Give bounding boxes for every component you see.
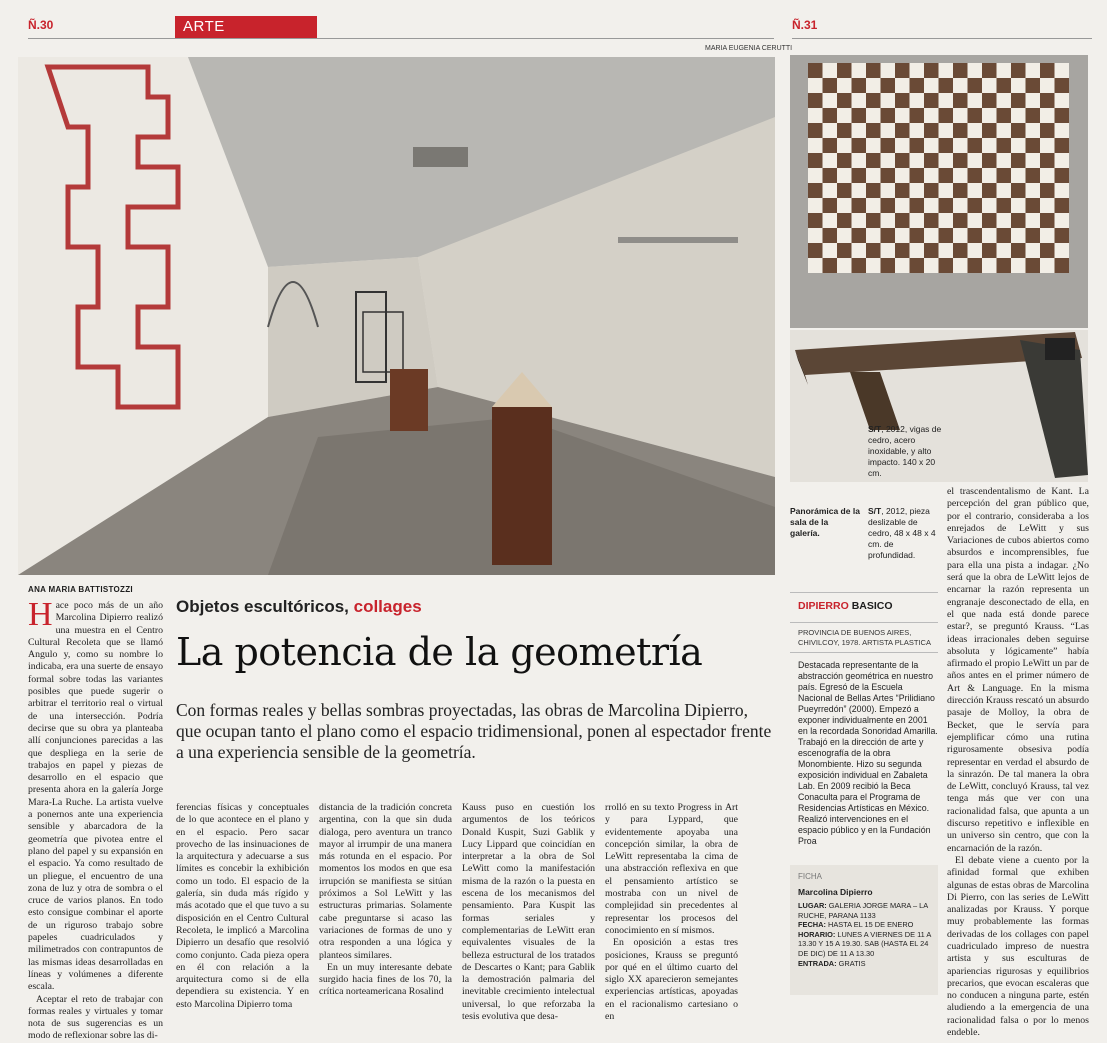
checker-cell <box>1026 93 1041 108</box>
checker-cell <box>866 213 881 228</box>
checker-cell <box>910 63 925 78</box>
checker-cell <box>837 78 852 93</box>
checker-cell <box>837 138 852 153</box>
checker-cell <box>1040 108 1055 123</box>
checker-cell <box>808 138 823 153</box>
checker-cell <box>895 198 910 213</box>
checker-cell <box>895 78 910 93</box>
checker-cell <box>1040 258 1055 273</box>
sidebar-title: DIPIERRO BASICO <box>798 600 893 612</box>
checker-cell <box>1011 78 1026 93</box>
checker-cell <box>1055 93 1070 108</box>
checker-cell <box>953 243 968 258</box>
checker-cell <box>837 213 852 228</box>
checker-cell <box>1040 78 1055 93</box>
checker-cell <box>881 138 896 153</box>
checker-cell <box>1040 243 1055 258</box>
checker-cell <box>997 258 1012 273</box>
checker-cell <box>1026 228 1041 243</box>
checker-cell <box>997 138 1012 153</box>
checker-cell <box>852 123 867 138</box>
checker-cell <box>982 243 997 258</box>
checker-cell <box>910 213 925 228</box>
checker-cell <box>1026 198 1041 213</box>
ficha-details <box>798 901 936 968</box>
checker-cell <box>910 183 925 198</box>
checker-cell <box>823 123 838 138</box>
checker-cell <box>808 183 823 198</box>
checker-cell <box>939 213 954 228</box>
checker-cell <box>1026 78 1041 93</box>
checker-cell <box>982 168 997 183</box>
checker-cell <box>924 93 939 108</box>
sidebar-rule-mid <box>790 622 938 623</box>
ficha-entrada: ENTRADA: GRATIS <box>798 958 866 968</box>
checker-cell <box>968 108 983 123</box>
checker-cell <box>968 213 983 228</box>
header-rule-right <box>792 38 1092 39</box>
checker-cell <box>953 198 968 213</box>
article-column-3: distancia de la tradición concreta argentina, con la que sin duda dialoga, pero aventura un tranco mayor al irrumpir de una manera más rotunda en el espacio. Por momentos los modos en que esa irrupción se manifiesta se sitúan próximos a Sol LeWitt y las estructuras primarias. Solamente cabe preguntarse si acaso las variaciones de formas de uno y otra responden a una lógica y planteos similares. En un muy interesante debate surgido hacia fines de los 70, la crítica norteamericana Rosalind <box>319 802 452 998</box>
checker-cell <box>924 78 939 93</box>
checker-cell <box>881 243 896 258</box>
checker-cell <box>968 63 983 78</box>
checker-cell <box>997 198 1012 213</box>
checker-cell <box>866 183 881 198</box>
checker-cell <box>823 243 838 258</box>
checker-cell <box>968 168 983 183</box>
checker-cell <box>1040 168 1055 183</box>
checker-cell <box>939 258 954 273</box>
checker-cell <box>895 93 910 108</box>
checker-cell <box>1026 213 1041 228</box>
checker-cell <box>997 228 1012 243</box>
checker-cell <box>968 243 983 258</box>
checker-cell <box>895 213 910 228</box>
checker-cell <box>968 258 983 273</box>
checker-cell <box>837 183 852 198</box>
checker-cell <box>837 228 852 243</box>
article-column-6: el trascendentalismo de Kant. La percepción del gran público que, por el contrario, consideraba a los enrejados de LeWitt y sus Variaciones de cubos abiertos como absurdos e incomprensibles, fue para ella una pista a indagar. ¿No será que la obra de LeWitt lejos de encarnar la razón representa un engranaje desconectado de ella, en el que nada está donde parece estar?, se preguntó Krauss. “Las ideas irracionales deben seguirse absoluta y lógicamente” había afirmado el propio LeWitt un par de años antes en el primer número de Art & Language. En la misma dirección Krauss rescató un absurdo pasaje de Molloy, la obra de Becket, que le servía para ejemplificar cómo una rutina rigurosamente obsesiva podía representar en verdad el absurdo de la sinrazón. De tal manera la obra de LeWitt, concluyó Krauss, tal vez tenga más que ver con una racionalidad falsa, que apunta a un discurso repetitivo e inflexible en un universo sin centro, que con la encarnación de la razón. El debate viene a cuento por la afinidad formal que exhiben algunas de estas obras de Marcolina Di Pierro, con las series de LeWitt analizadas por Krauss. Y porque muy probablemente las formas derivadas de los collages con papel cuadriculado impreso de nuestra artista y sus esculturas de apariencias rigurosas y equilibrios precarios, que evocan escaleras que no conducen a ninguna parte, estén aludiendo a la emergencia de una racionalidad falsa o por lo menos endeble. <box>947 486 1090 1039</box>
checker-cell <box>1011 138 1026 153</box>
checker-cell <box>997 243 1012 258</box>
ficha-horario: HORARIO: LUNES A VIERNES DE 11 A 13.30 Y 15 A 19.30. SAB (HASTA EL 24 DE DIC) DE 11 A 13.30 <box>798 929 931 958</box>
caption-piece1: S/T, 2012, vigas de cedro, acero inoxidable, y alto impacto. 140 x 20 cm. <box>868 424 942 478</box>
checker-cell <box>1055 168 1070 183</box>
checker-cell <box>823 198 838 213</box>
checker-cell <box>924 228 939 243</box>
checker-cell <box>924 138 939 153</box>
checker-cell <box>910 123 925 138</box>
header-rule-left <box>28 38 774 39</box>
checker-cell <box>808 108 823 123</box>
checker-cell <box>866 63 881 78</box>
byline: ANA MARIA BATTISTOZZI <box>28 585 133 594</box>
checker-cell <box>837 258 852 273</box>
checker-cell <box>953 78 968 93</box>
checker-cell <box>1040 123 1055 138</box>
checker-cell <box>1055 108 1070 123</box>
checker-cell <box>808 228 823 243</box>
checker-cell <box>852 198 867 213</box>
checker-cell <box>910 243 925 258</box>
checker-cell <box>881 183 896 198</box>
checker-cell <box>1055 228 1070 243</box>
checker-cell <box>1040 63 1055 78</box>
checker-cell <box>1055 123 1070 138</box>
checker-cell <box>823 258 838 273</box>
checker-cell <box>939 243 954 258</box>
checker-cell <box>895 228 910 243</box>
sidebar-origin: PROVINCIA DE BUENOS AIRES, CHIVILCOY, 1978. ARTISTA PLASTICA <box>798 628 931 647</box>
checker-cell <box>866 123 881 138</box>
checker-cell <box>982 108 997 123</box>
checker-cell <box>1040 93 1055 108</box>
checker-cell <box>881 63 896 78</box>
checker-cell <box>1055 258 1070 273</box>
checker-cell <box>997 93 1012 108</box>
checker-cell <box>982 123 997 138</box>
checker-cell <box>852 183 867 198</box>
checker-cell <box>910 138 925 153</box>
checker-cell <box>823 108 838 123</box>
gallery-photo <box>18 57 775 575</box>
checker-cell <box>953 168 968 183</box>
checker-cell <box>866 258 881 273</box>
checker-cell <box>939 168 954 183</box>
checker-cell <box>1040 153 1055 168</box>
checker-cell <box>823 183 838 198</box>
checker-cell <box>1011 108 1026 123</box>
dek: Con formas reales y bellas sombras proyectadas, las obras de Marcolina Dipierro, que ocupan tanto el plano como el espacio tridimensional, ponen al espectador frente a una experiencia sensible de la geometría. <box>176 700 772 762</box>
section-tab: ARTE <box>175 16 317 38</box>
checker-cell <box>895 63 910 78</box>
checker-cell <box>968 138 983 153</box>
article-column-5: rrolló en su texto Progress in Art y para Lyppard, que evidentemente apoyaba una concepción similar, la obra de LeWitt representaba la cima de una abstracción reflexiva en que el pensamiento artístico se mostraba con un nivel de complejidad sin precedentes al representar los procesos del conocimiento en sí mismos. En oposición a estas tres posiciones, Krauss se preguntó por qué en el último cuarto del siglo XX aparecieron semejantes experiencias artísticas, apoyadas en el racionalismo cartesiano o en <box>605 802 738 1023</box>
dropcap: H <box>28 596 53 633</box>
checker-cell <box>982 138 997 153</box>
checker-cell <box>881 228 896 243</box>
checker-cell <box>953 93 968 108</box>
checker-cell <box>953 258 968 273</box>
checker-cell <box>866 78 881 93</box>
checker-cell <box>924 213 939 228</box>
checker-cell <box>1026 63 1041 78</box>
checker-cell <box>953 153 968 168</box>
checker-cell <box>852 63 867 78</box>
checker-cell <box>939 138 954 153</box>
checker-cell <box>1026 123 1041 138</box>
checker-cell <box>968 93 983 108</box>
checker-cell <box>1011 243 1026 258</box>
checker-cell <box>939 198 954 213</box>
checker-cell <box>1026 153 1041 168</box>
checker-cell <box>968 183 983 198</box>
checker-cell <box>895 138 910 153</box>
page-number-right: Ñ.31 <box>792 18 818 32</box>
checker-cell <box>1026 168 1041 183</box>
checker-cell <box>823 63 838 78</box>
checker-cell <box>1011 198 1026 213</box>
checker-cell <box>852 228 867 243</box>
checker-cell <box>1055 243 1070 258</box>
kicker: Objetos escultóricos, collages <box>176 597 422 616</box>
checker-cell <box>895 108 910 123</box>
checker-cell <box>808 63 823 78</box>
sidebar-rule-origin <box>790 652 938 653</box>
checker-cell <box>852 93 867 108</box>
checker-cell <box>939 228 954 243</box>
checker-cell <box>837 243 852 258</box>
checker-cell <box>823 168 838 183</box>
checker-cell <box>953 183 968 198</box>
checker-cell <box>924 153 939 168</box>
checker-cell <box>910 228 925 243</box>
checker-cell <box>1011 213 1026 228</box>
checker-cell <box>953 108 968 123</box>
checker-cell <box>881 153 896 168</box>
checker-cell <box>1026 108 1041 123</box>
checker-cell <box>1026 243 1041 258</box>
checker-cell <box>1055 213 1070 228</box>
checker-cell <box>1040 213 1055 228</box>
checker-cell <box>910 93 925 108</box>
checker-cell <box>1040 228 1055 243</box>
ficha-fecha: FECHA: HASTA EL 15 DE ENERO <box>798 920 914 930</box>
checker-cell <box>808 78 823 93</box>
checker-cell <box>910 78 925 93</box>
checker-cell <box>808 93 823 108</box>
checker-cell <box>968 78 983 93</box>
checker-cell <box>982 213 997 228</box>
checker-cell <box>881 78 896 93</box>
gallery-illustration <box>18 57 775 575</box>
checker-cell <box>997 78 1012 93</box>
checker-cell <box>823 153 838 168</box>
checker-cell <box>910 153 925 168</box>
checker-cell <box>924 63 939 78</box>
checker-cell <box>1055 198 1070 213</box>
checker-cell <box>939 108 954 123</box>
checker-cell <box>866 198 881 213</box>
checker-cell <box>910 258 925 273</box>
checker-cell <box>866 138 881 153</box>
checker-cell <box>852 153 867 168</box>
checker-cell <box>852 243 867 258</box>
checker-cell <box>982 198 997 213</box>
checker-cell <box>982 93 997 108</box>
checker-cell <box>837 93 852 108</box>
checker-cell <box>881 168 896 183</box>
checker-cell <box>968 228 983 243</box>
checker-cell <box>982 228 997 243</box>
checker-cell <box>852 108 867 123</box>
checker-cell <box>1011 168 1026 183</box>
checker-cell <box>866 93 881 108</box>
checker-cell <box>1040 198 1055 213</box>
checker-cell <box>910 168 925 183</box>
checker-cell <box>895 258 910 273</box>
checker-cell <box>997 183 1012 198</box>
checker-cell <box>939 123 954 138</box>
checker-cell <box>1011 153 1026 168</box>
checker-cell <box>881 213 896 228</box>
checker-cell <box>808 123 823 138</box>
checker-cell <box>1055 78 1070 93</box>
checker-cell <box>924 198 939 213</box>
checker-cell <box>939 93 954 108</box>
checker-cell <box>1040 138 1055 153</box>
checker-cell <box>852 213 867 228</box>
checker-cell <box>924 243 939 258</box>
checker-cell <box>997 153 1012 168</box>
checker-cell <box>924 183 939 198</box>
checker-cell <box>953 213 968 228</box>
checker-cell <box>982 63 997 78</box>
checker-cell <box>982 78 997 93</box>
checker-cell <box>982 258 997 273</box>
checker-cell <box>997 213 1012 228</box>
checker-cell <box>953 63 968 78</box>
checker-cell <box>852 168 867 183</box>
checker-cell <box>924 108 939 123</box>
checker-cell <box>866 168 881 183</box>
checker-cell <box>1011 183 1026 198</box>
checker-cell <box>1026 138 1041 153</box>
checker-cell <box>881 123 896 138</box>
checker-cell <box>924 168 939 183</box>
checker-cell <box>837 123 852 138</box>
checker-cell <box>997 123 1012 138</box>
ficha-title: Marcolina Dipierro <box>798 887 873 897</box>
checker-cell <box>866 108 881 123</box>
checker-cell <box>1055 153 1070 168</box>
checker-cell <box>1026 183 1041 198</box>
checker-piece-photo <box>790 55 1088 328</box>
article-column-2: ferencias físicas y conceptuales de lo que acontece en el plano y en el espacio. Pero sacar provecho de las insinuaciones de la arquitectura y adecuarse a sus límites es concebir la exhibición como un todo. El espacio de la galería, sin duda más rígido y más acotado que el que tuvo a su disposición en el Centro Cultural Recoleta, le implicó a Marcolina Dipierro un desafío que resolvió como conjunto. Cada pieza opera en él con relación a la arquitectura como si de ella dependiera su existencia. Y en esto Marcolina Dipierro toma <box>176 802 309 1010</box>
checker-cell <box>968 153 983 168</box>
checker-cell <box>939 183 954 198</box>
checker-cell <box>895 243 910 258</box>
checker-cell <box>982 153 997 168</box>
checker-cell <box>866 153 881 168</box>
checker-cell <box>1055 138 1070 153</box>
checker-cell <box>881 198 896 213</box>
checker-cell <box>1011 258 1026 273</box>
checker-cell <box>1055 63 1070 78</box>
checker-cell <box>837 153 852 168</box>
checker-cell <box>1055 183 1070 198</box>
checker-cell <box>939 153 954 168</box>
checker-cell <box>924 123 939 138</box>
checker-cell <box>852 258 867 273</box>
checker-cell <box>823 228 838 243</box>
checker-cell <box>808 168 823 183</box>
checker-cell <box>852 138 867 153</box>
checker-cell <box>1011 93 1026 108</box>
photo-credit: MARIA EUGENIA CERUTTI <box>705 45 793 52</box>
checker-cell <box>1011 63 1026 78</box>
sidebar-bio: Destacada representante de la abstracción geométrica en nuestro país. Egresó de la Escuela Nacional de Bellas Artes “Prilidiano Pueyrredón” (2000). Empezó a exponer individualmente en 2001 en la recordada Sonoridad Amarilla. Trabajó en la dirección de arte y escenografía de la obra Monombiente. Hizo su segunda exposición individual en Zabaleta Lab. En 2009 recibió la Beca Conaculta para el Programa de Residencias Artísticas en México. Realizó intervenciones en el espacio público y en la Fundación Proa <box>798 660 938 846</box>
checker-cell <box>837 198 852 213</box>
checker-cell <box>910 108 925 123</box>
checker-cell <box>823 93 838 108</box>
checker-cell <box>953 228 968 243</box>
checker-cell <box>837 168 852 183</box>
checker-cell <box>1011 123 1026 138</box>
checker-cell <box>968 198 983 213</box>
checker-cell <box>1040 183 1055 198</box>
checker-cell <box>852 78 867 93</box>
checker-cell <box>1011 228 1026 243</box>
checker-cell <box>881 108 896 123</box>
checker-cell <box>895 153 910 168</box>
checker-cell <box>881 93 896 108</box>
checker-cell <box>997 63 1012 78</box>
checker-piece-illustration <box>790 55 1088 328</box>
checker-cell <box>823 138 838 153</box>
checker-cell <box>895 183 910 198</box>
checker-cell <box>895 168 910 183</box>
sidebar-rule-top <box>790 592 938 593</box>
checker-cell <box>808 153 823 168</box>
ficha-lugar: LUGAR: GALERIA JORGE MARA – LA RUCHE, PARANA 1133 <box>798 901 928 920</box>
checker-cell <box>953 123 968 138</box>
ficha-label: FICHA <box>798 872 822 881</box>
checker-cell <box>968 123 983 138</box>
checker-cell <box>837 63 852 78</box>
article-column-1: Hace poco más de un año Marcolina Dipierro realizó una muestra en el Centro Cultural Recoleta que se llamó Angulo y, como su nombre lo indicaba, era una suerte de ensayo formal sobre todas las variantes posibles que puede sugerir o arbitrar el territorio real o virtual de una intersección. Podría decirse que su obra ya planteaba allí conjunciones parecidas a las que despliega en la serie de trabajos en papel y piezas de desarrollo en el espacio que presenta ahora en la galería Jorge Mara-La Ruche. La artista vuelve a ponernos ante una experiencia sensible y abarcadora de la geometría que pivotea entre el plano del papel y su expansión en el espacio. Ya como resultado de un pliegue, el encuentro de una zona de luz y otra de sombra o el cruce de varios planos. En todo esto consigue combinar el aporte de un riguroso trabajo sobre papeles cuadriculados y milimetrados con contrapuntos de las mismas ideas desarrolladas en líneas y volúmenes a diferente escala. Aceptar el reto de trabajar con formas reales y virtuales y tomar nota de sus sugerencias es un modo de reflexionar sobre las di- <box>28 596 163 1042</box>
checker-cell <box>1026 258 1041 273</box>
caption-gallery: Panorámica de la sala de la galería. <box>790 506 860 538</box>
page-number-left: Ñ.30 <box>28 18 54 32</box>
checker-cell <box>866 243 881 258</box>
checker-cell <box>939 63 954 78</box>
checker-cell <box>837 108 852 123</box>
checker-cell <box>866 228 881 243</box>
caption-piece2: S/T, 2012, pieza deslizable de cedro, 48 x 48 x 4 cm. de profundidad. <box>868 506 936 560</box>
checker-cell <box>997 168 1012 183</box>
article-column-4: Kauss puso en cuestión los argumentos de los teóricos Donald Kuspit, Suzi Gablik y Lucy Lippard que coincidían en interpretar a la obra de Sol LeWitt como la manifestación misma de la razón o la puesta en escena de los mecanismos del pensamiento. Para Kuspit las formas seriales y complementarias de LeWitt eran equivalentes visuales de la belleza estructural de los tratados de Descartes o Kant; para Gablik la demostración palmaria del inevitable crecimiento intelectual universal, lo que reforzaba la tesis evolutiva que desa- <box>462 802 595 1023</box>
checker-cell <box>808 243 823 258</box>
checker-cell <box>808 198 823 213</box>
checker-cell <box>910 198 925 213</box>
checker-cell <box>881 258 896 273</box>
checker-cell <box>997 108 1012 123</box>
checker-cell <box>808 213 823 228</box>
checker-cell <box>939 78 954 93</box>
checker-cell <box>895 123 910 138</box>
headline: La potencia de la geometría <box>176 630 703 674</box>
checker-cell <box>823 213 838 228</box>
checker-cell <box>953 138 968 153</box>
checker-cell <box>808 258 823 273</box>
checker-cell <box>982 183 997 198</box>
checker-cell <box>823 78 838 93</box>
checker-cell <box>924 258 939 273</box>
